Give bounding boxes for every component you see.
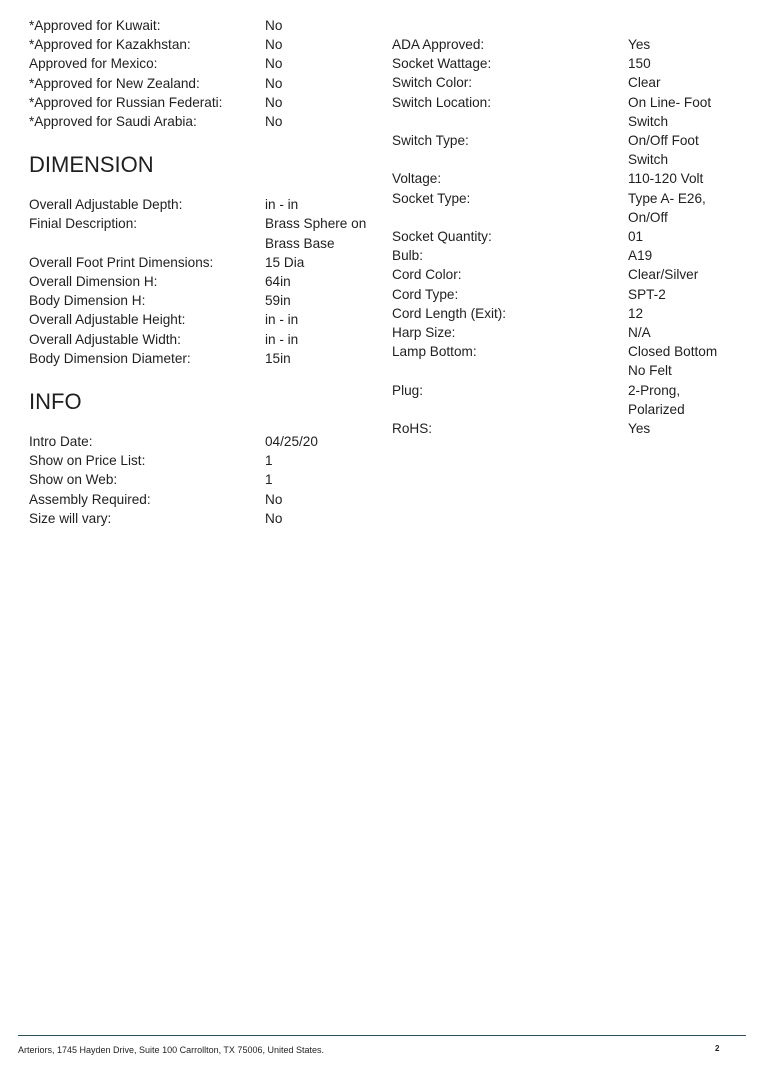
spec-value: Yes <box>628 421 651 437</box>
page-number: 2 <box>715 1044 720 1053</box>
spec-row <box>392 304 742 323</box>
spec-label: Overall Dimension H: <box>29 274 158 290</box>
spec-row <box>29 214 379 252</box>
spec-row <box>392 93 742 131</box>
spec-value: Closed Bottom No Felt <box>628 344 718 379</box>
spec-value: Clear/Silver <box>628 267 699 283</box>
spec-label: Show on Price List: <box>29 453 146 469</box>
spec-row <box>392 342 742 380</box>
spec-value: N/A <box>628 325 651 341</box>
spec-value: On/Off Foot Switch <box>628 133 699 168</box>
spec-value: 15 Dia <box>265 254 305 270</box>
spec-label: Socket Type: <box>392 190 471 206</box>
spec-label: ADA Approved: <box>392 37 485 52</box>
spec-label: Cord Type: <box>392 286 459 302</box>
spec-value: On Line- Foot Switch <box>628 94 712 129</box>
footer-address: Arteriors, 1745 Hayden Drive, Suite 100 Carrollton, TX 75006, United States. <box>18 1045 324 1055</box>
spec-label: Voltage: <box>392 171 442 187</box>
spec-row <box>29 432 379 451</box>
spec-row <box>29 330 379 349</box>
spec-value: SPT-2 <box>628 286 666 302</box>
spec-value: 12 <box>628 305 644 321</box>
spec-row <box>392 419 742 438</box>
info-list <box>29 432 379 528</box>
spec-row <box>29 490 379 509</box>
spec-value: 04/25/20 <box>265 434 318 450</box>
spec-label: Overall Adjustable Height: <box>29 312 186 328</box>
spec-row <box>29 253 379 272</box>
left-column <box>29 16 379 528</box>
spec-label: Socket Wattage: <box>392 56 492 72</box>
spec-label: RoHS: <box>392 421 433 437</box>
spec-label: Approved for Mexico: <box>29 56 158 72</box>
spec-label: *Approved for Russian Federati: <box>29 94 223 110</box>
spec-row <box>392 131 742 169</box>
spec-value: Yes <box>628 37 651 52</box>
spec-value: in - in <box>265 312 299 328</box>
spec-row <box>392 323 742 342</box>
spec-row <box>392 189 742 227</box>
dimensions-list <box>29 195 379 368</box>
spec-label: Overall Adjustable Width: <box>29 331 181 347</box>
spec-row <box>29 310 379 329</box>
spec-value: No <box>265 510 283 526</box>
spec-label: Assembly Required: <box>29 491 151 507</box>
spec-value: 150 <box>628 56 651 72</box>
spec-label: Switch Type: <box>392 133 469 149</box>
spec-value: 01 <box>628 229 644 245</box>
spec-label: Plug: <box>392 382 423 398</box>
spec-row <box>29 509 379 528</box>
spec-label: Body Dimension Diameter: <box>29 350 191 366</box>
spec-label: Bulb: <box>392 248 423 264</box>
spec-value: 15in <box>265 350 291 366</box>
spec-value: 1 <box>265 453 273 469</box>
spec-value: 110-120 Volt <box>628 171 704 187</box>
spec-value: A19 <box>628 248 653 264</box>
spec-value: No <box>265 491 283 507</box>
spec-label: Intro Date: <box>29 434 93 450</box>
spec-value: 59in <box>265 293 291 309</box>
spec-row <box>392 246 742 265</box>
dimension-heading: DIMENSION <box>29 152 154 178</box>
spec-row <box>29 112 379 131</box>
spec-value: in - in <box>265 331 299 347</box>
approvals-list <box>29 16 379 131</box>
spec-row <box>392 169 742 188</box>
spec-row <box>392 35 742 54</box>
spec-row <box>29 35 379 54</box>
spec-value: No <box>265 114 283 130</box>
spec-row <box>392 285 742 304</box>
spec-value: in - in <box>265 197 299 213</box>
spec-row <box>29 349 379 368</box>
spec-row <box>29 291 379 310</box>
spec-label: *Approved for Kuwait: <box>29 18 161 33</box>
spec-value: No <box>265 37 283 53</box>
spec-value: Type A- E26, On/Off <box>628 190 706 225</box>
spec-row <box>29 16 379 35</box>
spec-label: Overall Adjustable Depth: <box>29 197 183 213</box>
spec-label: Finial Description: <box>29 216 138 232</box>
spec-row <box>29 93 379 112</box>
spec-value: 64in <box>265 274 291 290</box>
spec-value: No <box>265 94 283 110</box>
spec-label: Switch Location: <box>392 94 491 110</box>
spec-row <box>29 272 379 291</box>
spec-label: Size will vary: <box>29 510 112 526</box>
right-column <box>392 35 742 438</box>
spec-value: No <box>265 75 283 91</box>
spec-row <box>29 195 379 214</box>
spec-value: 1 <box>265 472 273 488</box>
info-heading: INFO <box>29 389 82 415</box>
spec-label: Cord Color: <box>392 267 462 283</box>
spec-row <box>29 451 379 470</box>
spec-value: Brass Sphere on Brass Base <box>265 216 367 251</box>
spec-label: Harp Size: <box>392 325 456 341</box>
spec-row <box>29 54 379 73</box>
spec-label: *Approved for New Zealand: <box>29 75 200 91</box>
spec-label: Show on Web: <box>29 472 118 488</box>
spec-row <box>29 74 379 93</box>
spec-row <box>392 265 742 284</box>
spec-row <box>29 470 379 489</box>
spec-label: Socket Quantity: <box>392 229 492 245</box>
spec-value: No <box>265 18 283 33</box>
spec-row <box>392 54 742 73</box>
spec-label: *Approved for Kazakhstan: <box>29 37 191 53</box>
spec-label: *Approved for Saudi Arabia: <box>29 114 197 130</box>
spec-row <box>392 381 742 419</box>
spec-row <box>392 73 742 92</box>
spec-value: No <box>265 56 283 72</box>
spec-value: Clear <box>628 75 661 91</box>
spec-row <box>392 227 742 246</box>
spec-label: Switch Color: <box>392 75 473 91</box>
spec-label: Body Dimension H: <box>29 293 146 309</box>
spec-value: 2-Prong, Polarized <box>628 382 685 417</box>
spec-label: Lamp Bottom: <box>392 344 477 360</box>
spec-label: Overall Foot Print Dimensions: <box>29 254 214 270</box>
footer-divider <box>18 1035 746 1036</box>
spec-label: Cord Length (Exit): <box>392 305 507 321</box>
specs-list <box>392 35 742 438</box>
